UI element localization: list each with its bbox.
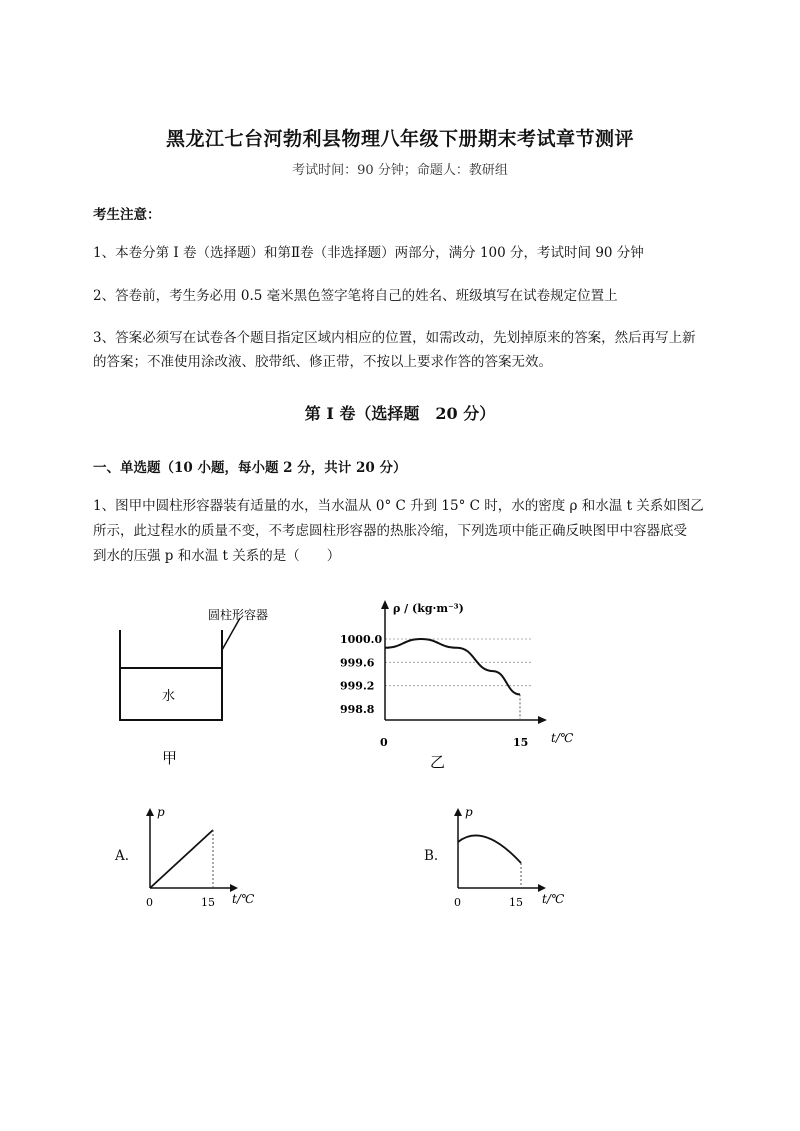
notice-item-1: 1、本卷分第 I 卷（选择题）和第Ⅱ卷（非选择题）两部分，满分 100 分，考试时间 90 分钟	[93, 245, 644, 261]
t-axis-label: t/℃	[232, 892, 255, 906]
option-a-label[interactable]: A.	[115, 848, 130, 864]
figure-jia-caption: 甲	[162, 749, 178, 767]
exam-subtitle: 考试时间：90 分钟；命题人：教研组	[292, 163, 508, 178]
figure-jia	[100, 600, 269, 780]
y-axis-arrow	[381, 600, 389, 609]
notice-item-3: 3、答案必须写在试卷各个题目指定区域内相应的位置，如需改动，先划掉原来的答案，然后再写上新	[93, 330, 696, 346]
y-axis-label: ρ / (kg·m⁻³)	[393, 602, 464, 615]
x-axis-label: t/℃	[551, 731, 574, 745]
y-tick-label: 999.2	[340, 679, 375, 693]
option-b-graph[interactable]	[448, 800, 573, 910]
y-tick-label: 999.6	[340, 656, 375, 670]
figure-yi-caption: 乙	[430, 753, 446, 771]
option-b-label[interactable]: B.	[424, 848, 439, 864]
x-axis-arrow	[538, 884, 546, 892]
x-tick-15: 15	[513, 736, 529, 749]
y-axis-arrow	[146, 808, 154, 816]
x-axis-arrow	[230, 884, 238, 892]
question-1-line-2: 所示，此过程水的质量不变，不考虑圆柱形容器的热胀冷缩，下列选项中能正确反映图甲中容器底受	[93, 523, 687, 539]
page-title: 黑龙江七台河勃利县物理八年级下册期末考试章节测评	[165, 128, 634, 150]
p-axis-label: p	[157, 805, 165, 819]
y-tick-label: 1000.0	[340, 633, 383, 646]
chart-gridlines	[385, 639, 532, 686]
rising-line	[150, 830, 213, 888]
figure-yi-chart	[335, 592, 595, 770]
origin-label: 0	[454, 896, 461, 909]
water-label: 水	[162, 689, 176, 704]
notice-item-3-cont: 的答案；不准使用涂改液、胶带纸、修正带，不按以上要求作答的答案无效。	[93, 354, 552, 370]
y-axis-arrow	[454, 808, 462, 816]
section-title: 第 I 卷（选择题 20 分）	[304, 404, 496, 423]
origin-label: 0	[146, 896, 153, 909]
question-1-line-3: 到水的压强 p 和水温 t 关系的是（ ）	[93, 548, 341, 564]
x-tick-15: 15	[201, 896, 215, 909]
container-pointer-line	[222, 618, 240, 650]
x-tick-15: 15	[509, 896, 523, 909]
container-outline	[120, 630, 222, 720]
t-axis-label: t/℃	[542, 892, 565, 906]
question-group-heading: 一、单选题（10 小题，每小题 2 分，共计 20 分）	[93, 460, 407, 476]
density-curve	[385, 639, 520, 694]
y-tick-label: 998.8	[340, 703, 375, 716]
x-axis-arrow	[538, 716, 547, 724]
notice-heading: 考生注意：	[93, 207, 161, 223]
option-a-graph[interactable]	[140, 800, 255, 910]
question-1-line-1: 1、图甲中圆柱形容器装有适量的水，当水温从 0° C 升到 15° C 时，水的密度 ρ 和水温 t 关系如图乙	[93, 498, 704, 514]
p-axis-label: p	[465, 805, 473, 819]
notice-item-2: 2、答卷前，考生务必用 0.5 毫米黑色签字笔将自己的姓名、班级填写在试卷规定位置上	[93, 288, 618, 304]
origin-label: 0	[380, 736, 388, 749]
container-label: 圆柱形容器	[208, 608, 269, 622]
curve	[458, 835, 521, 863]
